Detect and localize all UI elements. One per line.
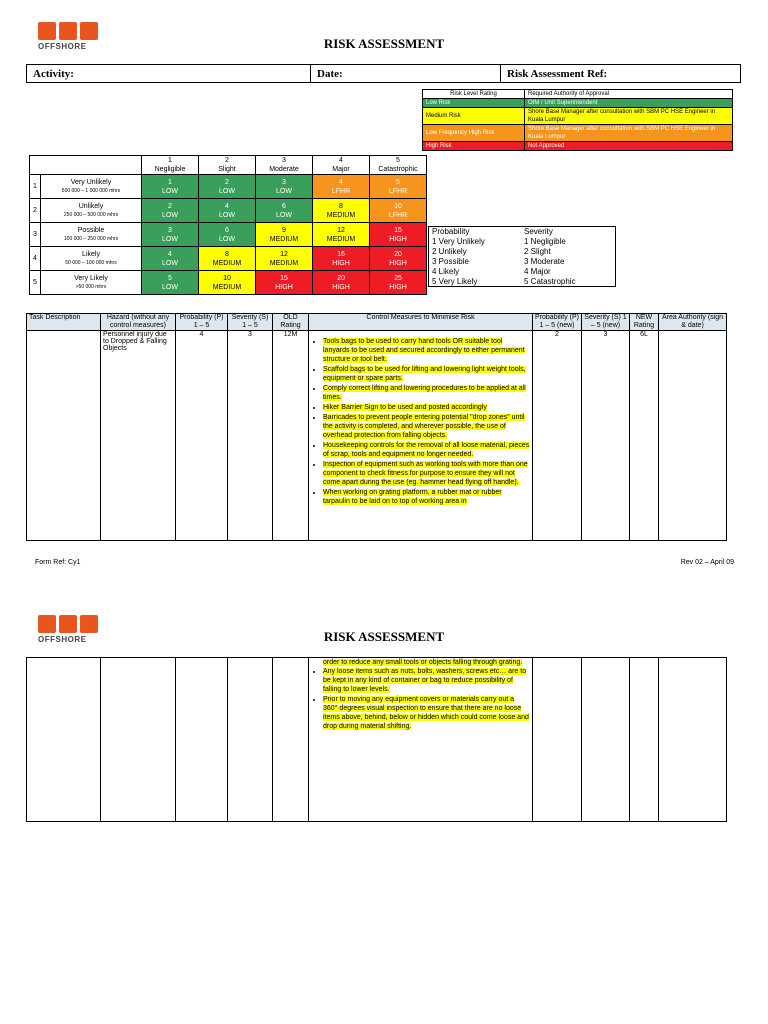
probability-label: [41, 175, 142, 199]
probability-label: [41, 247, 142, 271]
header-severity: Severity (S) 1 – 5: [228, 314, 273, 331]
cell-hazard: Personnel injury due to Dropped & Falling Objects: [101, 331, 176, 541]
risk-legend-table: [422, 89, 733, 151]
severity-key-item: 3 Moderate: [524, 257, 565, 266]
risk-cell: [370, 175, 427, 199]
cell-old-rating: [273, 658, 309, 822]
header-area-authority: Area Authority (sign & date): [659, 314, 727, 331]
risk-cell: [256, 223, 313, 247]
probability-label: [41, 271, 142, 295]
cell-severity-new: [582, 658, 630, 822]
risk-cell: [142, 223, 199, 247]
cell-old-rating: 12M: [273, 331, 309, 541]
list-item: • Comply correct lifting and lowering procedures to be applied at all times.: [323, 384, 530, 402]
cell-area-authority: [659, 331, 727, 541]
header-severity-new: Severity (S) 1 – 5 (new): [582, 314, 630, 331]
severity-label: Moderate: [269, 166, 299, 173]
legend-level: Medium Risk: [423, 108, 525, 125]
cell-task: [27, 331, 101, 541]
probability-number: 1: [30, 175, 41, 199]
risk-score: 4: [225, 202, 229, 210]
risk-cell: [142, 199, 199, 223]
legend-row-medium: [423, 108, 733, 125]
risk-cell: [199, 175, 256, 199]
cell-control-measures: [309, 331, 533, 541]
risk-level: HIGH: [332, 283, 350, 291]
risk-cell: [313, 271, 370, 295]
list-item: • Hiker Barrier Sign to be used and posted accordingly: [323, 403, 530, 412]
risk-cell: [199, 247, 256, 271]
matrix-row: [30, 223, 427, 247]
probability-number: 4: [30, 247, 41, 271]
probability-range: 100 000 – 250 000 mhrs: [63, 235, 119, 242]
legend-row-high: [423, 142, 733, 151]
risk-cell: [256, 247, 313, 271]
matrix-corner: [30, 156, 142, 175]
risk-level: HIGH: [389, 283, 407, 291]
severity-header: [370, 156, 427, 175]
risk-level: HIGH: [275, 283, 293, 291]
legend-level: High Risk: [423, 142, 525, 151]
list-item: • Prior to moving any equipment covers or materials carry out a 360° degrees visual inspection to ensure that there are no loose items above, behind, below or hidden which could come loose and drop during material shifting.: [323, 695, 530, 731]
legend-row-lfhr: [423, 125, 733, 142]
risk-score: 25: [394, 274, 402, 282]
severity-number: 5: [396, 157, 400, 164]
risk-cell: [370, 247, 427, 271]
legend-header-level: Risk Level Rating: [423, 90, 525, 99]
risk-matrix: [29, 155, 427, 295]
probability-severity-key: [428, 226, 616, 287]
cell-probability: 4: [176, 331, 228, 541]
risk-cell: [142, 175, 199, 199]
risk-score: 10: [394, 202, 402, 210]
list-item: • Barricades to prevent people entering potential "drop zones" until the activity is completed, and wherever possible, the use of overhead protection from falling objects.: [323, 413, 530, 440]
assessment-header: [26, 64, 741, 83]
header-control-measures: Control Measures to Minimise Risk: [309, 314, 533, 331]
risk-score: 12: [280, 250, 288, 258]
risk-score: 10: [223, 274, 231, 282]
risk-cell: [370, 199, 427, 223]
severity-header: [256, 156, 313, 175]
risk-score: 5: [396, 178, 400, 186]
header-hazard: Hazard (without any control measures): [101, 314, 176, 331]
severity-key-item: 1 Negligible: [524, 237, 566, 246]
cell-severity: [228, 658, 273, 822]
probability-key-item: 5 Very Likely: [432, 277, 478, 286]
risk-score: 16: [337, 250, 345, 258]
logo-wordmark: OFFSHORE: [38, 635, 87, 644]
cell-severity: 3: [228, 331, 273, 541]
logo-wordmark: OFFSHORE: [38, 42, 87, 51]
probability-key-item: 3 Possible: [432, 257, 469, 266]
list-item: • Inspection of equipment such as working tools with more than one component to check fitness for purpose to ensure they will not come apart during the use (eg. hammer head flying off handle).: [323, 460, 530, 487]
severity-header: [199, 156, 256, 175]
cell-new-rating: 6L: [630, 331, 659, 541]
risk-cell: [313, 223, 370, 247]
probability-number: 5: [30, 271, 41, 295]
risk-score: 12: [337, 226, 345, 234]
legend-row-low: [423, 99, 733, 108]
risk-cell: [256, 271, 313, 295]
probability-range: 50 000 – 100 000 mhrs: [65, 259, 117, 266]
probability-name: Likely: [82, 250, 100, 258]
header-task: Task Description: [27, 314, 101, 331]
measure-continuation: order to reduce any small tools or objects falling through grating.: [323, 659, 523, 666]
cell-new-rating: [630, 658, 659, 822]
risk-assessment-table: [26, 313, 727, 541]
cell-control-measures: [309, 658, 533, 822]
risk-score: 2: [168, 202, 172, 210]
legend-header-authority: Required Authority of Approval: [525, 90, 733, 99]
cell-probability-new: [533, 658, 582, 822]
risk-level: LOW: [162, 187, 178, 195]
severity-number: 1: [168, 157, 172, 164]
cell-hazard: [101, 658, 176, 822]
cell-severity-new: 3: [582, 331, 630, 541]
risk-level: MEDIUM: [326, 211, 356, 219]
risk-score: 1: [168, 178, 172, 186]
reference-field: Risk Assessment Ref:: [507, 67, 608, 80]
severity-header: [313, 156, 370, 175]
probability-range: 250 000 – 500 000 mhrs: [63, 211, 119, 218]
severity-key-item: 5 Catastrophic: [524, 277, 576, 286]
risk-level: MEDIUM: [212, 283, 242, 291]
header-new-rating: NEW Rating: [630, 314, 659, 331]
probability-name: Very Likely: [74, 274, 108, 282]
risk-score: 20: [394, 250, 402, 258]
risk-cell: [313, 199, 370, 223]
risk-score: 9: [282, 226, 286, 234]
list-item: • Housekeeping controls for the removal of all loose material, pieces of scrap, tools and equipment no longer needed.: [323, 441, 530, 459]
severity-number: 4: [339, 157, 343, 164]
risk-cell: [142, 247, 199, 271]
risk-score: 3: [282, 178, 286, 186]
date-field: Date:: [311, 65, 501, 82]
table-header-row: [27, 314, 727, 331]
severity-label: Negligible: [154, 166, 186, 173]
legend-authority: Shore Base Manager after consultation with SBM PC HSE Engineer in Kuala Lumpur: [525, 108, 733, 125]
severity-number: 2: [225, 157, 229, 164]
matrix-row: [30, 271, 427, 295]
legend-level: Low Risk: [423, 99, 525, 108]
risk-score: 4: [339, 178, 343, 186]
risk-level: LOW: [162, 259, 178, 267]
severity-number: 3: [282, 157, 286, 164]
header-probability: Probability (P) 1 – 5: [176, 314, 228, 331]
table-row: [27, 331, 727, 541]
risk-cell: [313, 247, 370, 271]
page-title: RISK ASSESSMENT: [323, 629, 445, 644]
probability-label: [41, 223, 142, 247]
risk-score: 6: [225, 226, 229, 234]
severity-label: Catastrophic: [378, 166, 418, 173]
probability-name: Possible: [77, 226, 105, 234]
risk-level: LOW: [162, 235, 178, 243]
risk-score: 4: [168, 250, 172, 258]
risk-cell: [142, 271, 199, 295]
severity-key-item: 4 Major: [524, 267, 551, 276]
risk-score: 20: [337, 274, 345, 282]
table-row: [27, 658, 727, 822]
risk-cell: [313, 175, 370, 199]
risk-level: HIGH: [389, 235, 407, 243]
risk-level: HIGH: [332, 259, 350, 267]
revision-label: Rev 02 – April 09: [680, 559, 734, 566]
risk-level: LOW: [162, 211, 178, 219]
risk-level: LOW: [219, 211, 235, 219]
matrix-header-row: [30, 156, 427, 175]
risk-level: MEDIUM: [269, 259, 299, 267]
matrix-row: [30, 247, 427, 271]
risk-score: 2: [225, 178, 229, 186]
risk-level: LOW: [276, 211, 292, 219]
header-old-rating: OLD Rating: [273, 314, 309, 331]
list-item: • Tools bags to be used to carry hand tools OR suitable tool lanyards to be used and secured accordingly to either permanent structure or tool belt.: [323, 337, 530, 364]
legend-level: Low Frequency High Risk: [423, 125, 525, 142]
risk-level: LFHR: [388, 211, 408, 219]
probability-key-item: 1 Very Unlikely: [432, 237, 485, 246]
matrix-row: [30, 175, 427, 199]
risk-score: 15: [394, 226, 402, 234]
risk-score: 6: [282, 202, 286, 210]
probability-name: Unlikely: [78, 202, 104, 210]
risk-score: 8: [339, 202, 343, 210]
risk-score: 5: [168, 274, 172, 282]
severity-key-title: Severity: [524, 227, 553, 236]
severity-header: [142, 156, 199, 175]
activity-field: Activity:: [27, 65, 311, 82]
probability-key-title: Probability: [432, 227, 470, 236]
risk-cell: [199, 199, 256, 223]
risk-level: LFHR: [331, 187, 351, 195]
list-item: • When working on grating platform, a rubber mat or rubber tarpaulin to be laid on to top of working area in: [323, 488, 530, 506]
risk-level: MEDIUM: [212, 259, 242, 267]
probability-number: 2: [30, 199, 41, 223]
severity-key: [524, 227, 576, 287]
risk-cell: [199, 271, 256, 295]
risk-cell: [256, 199, 313, 223]
page-title: RISK ASSESSMENT: [323, 36, 445, 51]
control-measures-list: [311, 667, 530, 731]
form-reference: Form Ref: Cy1: [35, 559, 81, 566]
probability-range: 500 000 – 1 000 000 mhrs: [61, 187, 121, 194]
risk-cell: [370, 223, 427, 247]
risk-cell: [370, 271, 427, 295]
risk-level: HIGH: [389, 259, 407, 267]
cell-task: [27, 658, 101, 822]
probability-name: Very Unlikely: [70, 178, 112, 186]
severity-key-item: 2 Slight: [524, 247, 551, 256]
probability-key-item: 4 Likely: [432, 267, 460, 276]
list-item: • Scaffold bags to be used for lifting and lowering light weight tools, equipment or spare parts.: [323, 365, 530, 383]
cell-area-authority: [659, 658, 727, 822]
risk-level: MEDIUM: [269, 235, 299, 243]
probability-key: [432, 227, 485, 287]
risk-level: LOW: [276, 187, 292, 195]
cell-probability-new: 2: [533, 331, 582, 541]
legend-authority: Shore Base Manager after consultation with SBM PC HSE Engineer in Kuala Lumpur: [525, 125, 733, 142]
risk-level: MEDIUM: [326, 235, 356, 243]
risk-score: 3: [168, 226, 172, 234]
probability-number: 3: [30, 223, 41, 247]
risk-cell: [256, 175, 313, 199]
severity-label: Slight: [218, 166, 236, 173]
probability-key-item: 2 Unlikely: [432, 247, 467, 256]
cell-probability: [176, 658, 228, 822]
legend-authority: Not Approved: [525, 142, 733, 151]
control-measures-list: [311, 337, 530, 506]
risk-level: LOW: [162, 283, 178, 291]
severity-label: Major: [332, 166, 350, 173]
risk-cell: [199, 223, 256, 247]
list-item: • Any loose items such as nuts, bolts, washers, screws etc… are to be kept in any kind of container or bag to reduce possibility of falling to lower levels.: [323, 667, 530, 694]
risk-level: LOW: [219, 235, 235, 243]
risk-level: LFHR: [388, 187, 408, 195]
probability-label: [41, 199, 142, 223]
risk-level: LOW: [219, 187, 235, 195]
risk-score: 8: [225, 250, 229, 258]
header-probability-new: Probability (P) 1 – 5 (new): [533, 314, 582, 331]
probability-range: >50 000 mhrs: [75, 283, 107, 290]
matrix-row: [30, 199, 427, 223]
legend-authority: OIM / Unit Superintendent: [525, 99, 733, 108]
risk-score: 15: [280, 274, 288, 282]
risk-assessment-table-continued: [26, 657, 727, 822]
